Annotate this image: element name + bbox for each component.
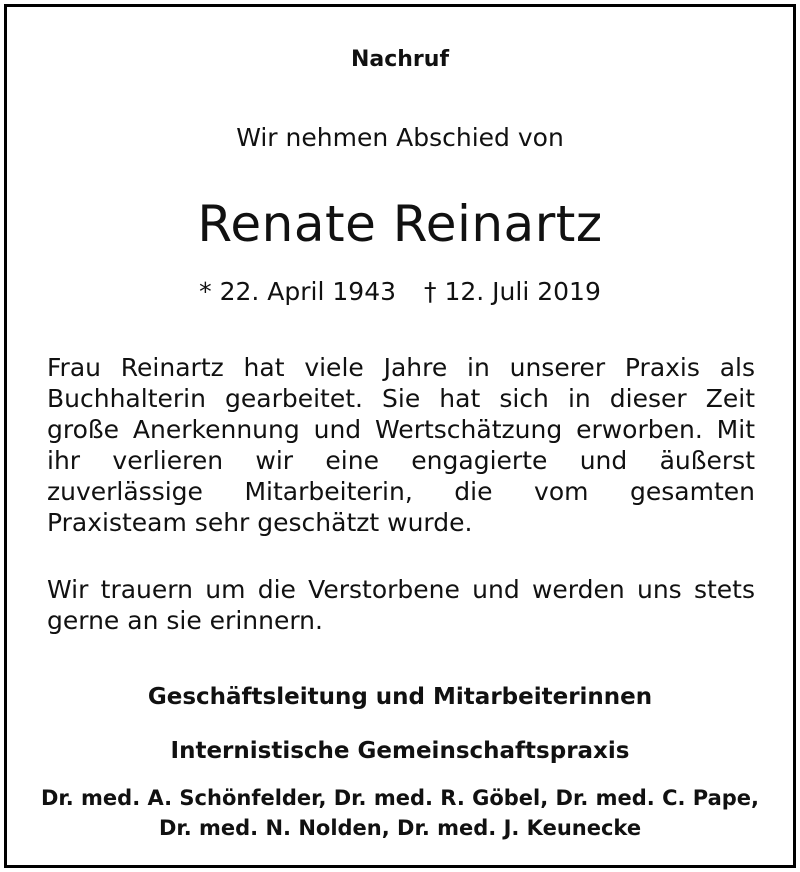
deceased-name: Renate Reinartz xyxy=(197,195,603,253)
doctors-line: Dr. med. A. Schönfelder, Dr. med. R. Göbel, Dr. med. C. Pape, xyxy=(40,786,760,810)
signature-management: Geschäftsleitung und Mitarbeiterinnen xyxy=(147,684,653,710)
tribute-paragraph: Frau Reinartz hat viele Jahre in unserer Praxis als Buchhalterin gearbeitet. Sie hat sich in dieser Zeit große Anerkennung und Wertschätzung erworben. Mit ihr verlieren wir eine engagierte und äußerst zuverlässige Mitarbeiterin, die vom gesamten Praxisteam sehr geschätzt wurde. xyxy=(47,353,755,537)
doctors-line: Dr. med. N. Nolden, Dr. med. J. Keunecke xyxy=(158,816,642,840)
obituary-notice xyxy=(4,4,796,868)
notice-heading: Nachruf xyxy=(350,47,450,72)
doctors-list xyxy=(7,783,793,843)
birth-date: * 22. April 1943 xyxy=(199,277,397,306)
life-dates xyxy=(7,277,793,306)
signature-practice: Internistische Gemeinschaftspraxis xyxy=(170,738,630,764)
mourning-paragraph: Wir trauern um die Verstorbene und werden uns stets gerne an sie erinnern. xyxy=(47,575,755,635)
intro-text: Wir nehmen Abschied von xyxy=(236,123,564,152)
death-date: † 12. Juli 2019 xyxy=(424,277,601,306)
